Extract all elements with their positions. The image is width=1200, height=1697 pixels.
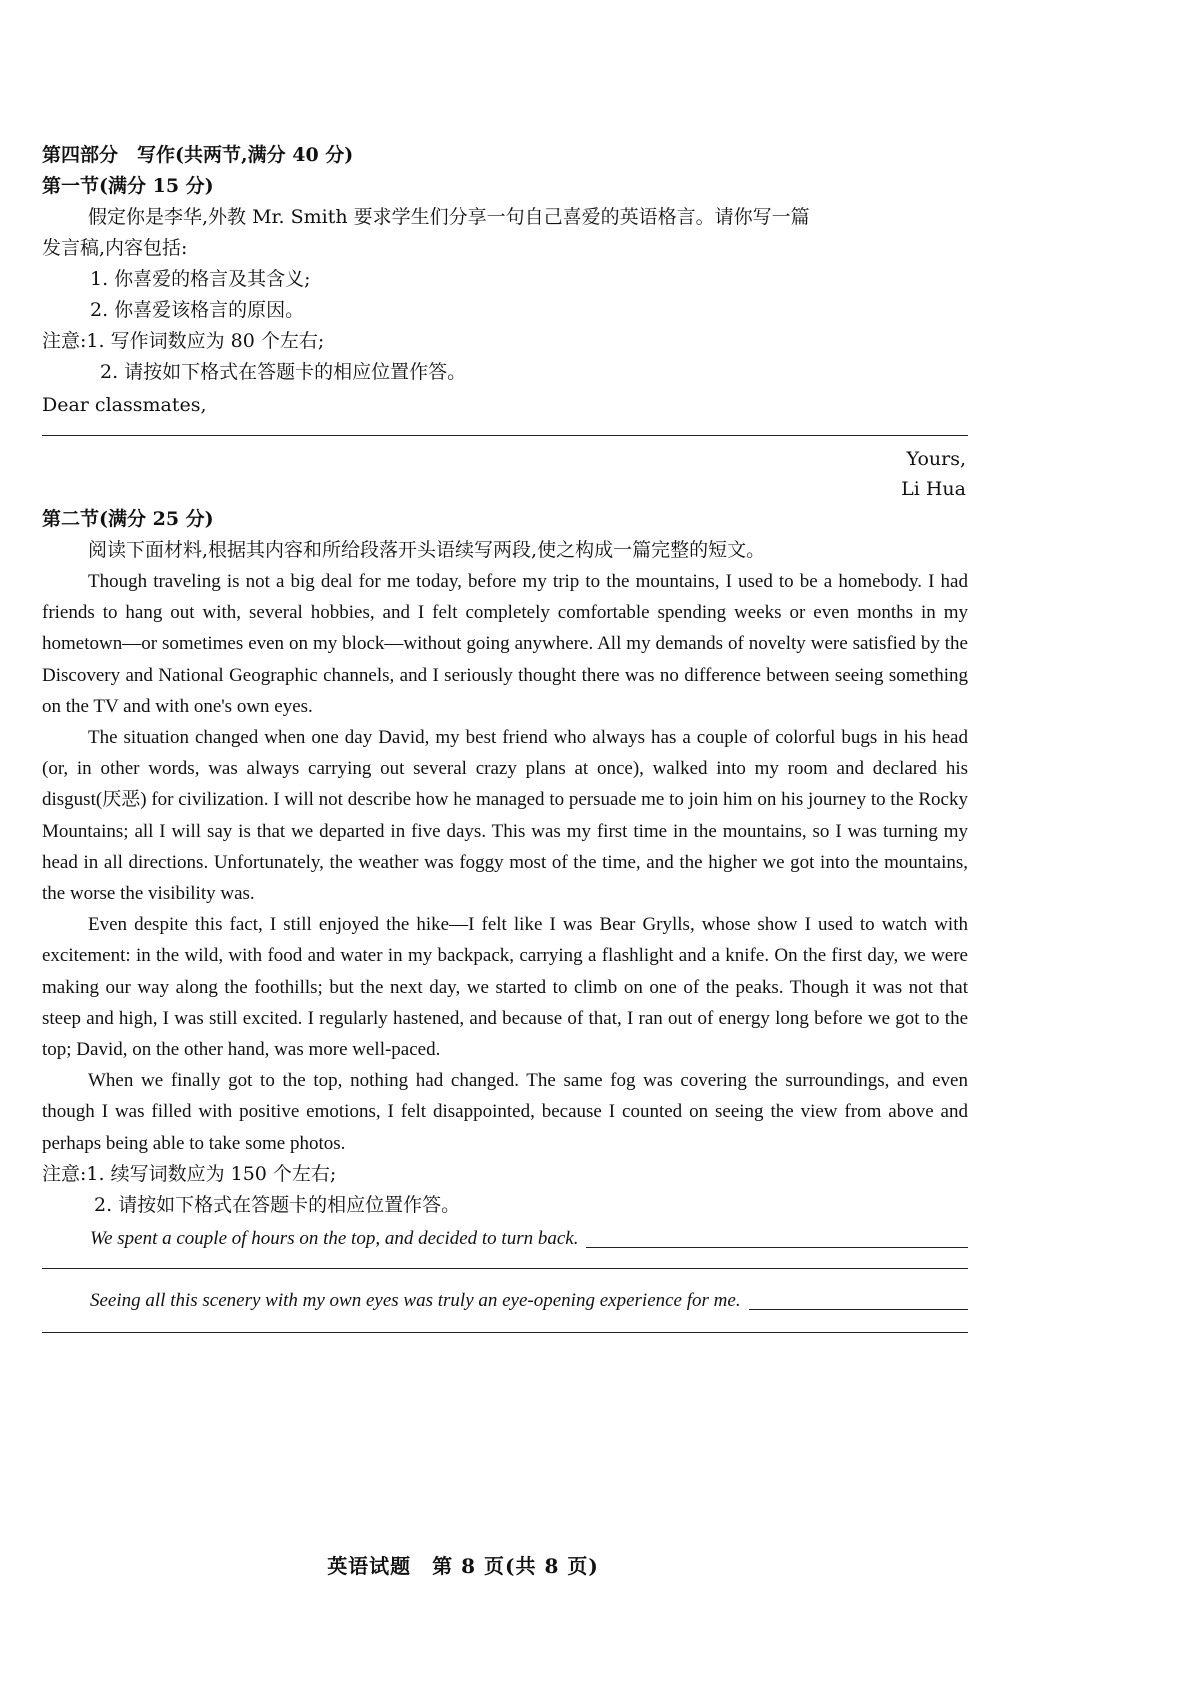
signature: Li Hua bbox=[901, 478, 966, 500]
closing: Yours, bbox=[906, 448, 966, 470]
passage-paragraph-1: Though traveling is not a big deal for me today, before my trip to the mountains, I used to be a homebody. I had friends to hang out with, several hobbies, and I felt completely comfortable spending weeks or even months in my hometown—or sometimes even on my block—without going anywhere. All my demands of novelty were satisfied by the Discovery and National Geographic channels, and I seriously thought there was no difference between seeing something on the TV and with one's own eyes. bbox=[42, 571, 968, 717]
section1-item2: 2. 你喜爱该格言的原因。 bbox=[90, 299, 305, 321]
section2-heading: 第二节(满分 25 分) bbox=[42, 508, 214, 530]
section2-note2: 2. 请按如下格式在答题卡的相应位置作答。 bbox=[94, 1193, 461, 1216]
page-content bbox=[42, 140, 968, 1333]
writing-line bbox=[42, 435, 968, 436]
continuation-starter-1 bbox=[42, 1223, 968, 1254]
starter-2-text: Seeing all this scenery with my own eyes was truly an eye-opening experience for me. bbox=[90, 1289, 741, 1311]
section2-instruction: 阅读下面材料,根据其内容和所给段落开头语续写两段,使之构成一篇完整的短文。 bbox=[88, 539, 766, 561]
salutation: Dear classmates, bbox=[42, 394, 207, 416]
section1-prompt-line1: 假定你是李华,外教 Mr. Smith 要求学生们分享一句自己喜爱的英语格言。请你写一篇 bbox=[88, 206, 810, 228]
passage-paragraph-3: Even despite this fact, I still enjoyed the hike—I felt like I was Bear Grylls, whose show I used to watch with excitement: in the wild, with food and water in my backpack, carrying a flashlight and a knife. On the first day, we were making our way along the foothills; but the next day, we started to climb on one of the peaks. Though it was not that steep and high, I was still excited. I regularly hastened, and because of that, I ran out of energy long before we got to the top; David, on the other hand, was more well-paced. bbox=[42, 914, 968, 1061]
writing-line bbox=[42, 1332, 968, 1333]
passage-paragraph-4: When we finally got to the top, nothing had changed. The same fog was covering the surroundings, and even though I was filled with positive emotions, I felt disappointed, because I counted on seeing the view from above and perhaps being able to take some photos. bbox=[42, 1070, 968, 1154]
section1-note1: 注意:1. 写作词数应为 80 个左右; bbox=[42, 330, 325, 352]
section1-prompt-line2: 发言稿,内容包括: bbox=[42, 237, 188, 259]
section1-item1: 1. 你喜爱的格言及其含义; bbox=[90, 268, 311, 290]
passage-paragraph-2: The situation changed when one day David, my best friend who always has a couple of colorful bugs in his head (or, in other words, was always carrying out several crazy plans at once), walked into my room and declared his disgust(厌恶) for civilization. I will not describe how he managed to persuade me to join him on his journey to the Rocky Mountains; all I will say is that we departed in five days. This was my first time in the mountains, so I was turning my head in all directions. Unfortunately, the weather was foggy most of the time, and the higher we got into the mountains, the worse the visibility was. bbox=[42, 727, 968, 905]
writing-line bbox=[42, 1268, 968, 1269]
starter-1-text: We spent a couple of hours on the top, and decided to turn back. bbox=[90, 1227, 579, 1249]
starter-1-blank bbox=[586, 1246, 968, 1248]
part-heading: 第四部分 写作(共两节,满分 40 分) bbox=[42, 144, 354, 166]
section2-note1: 注意:1. 续写词数应为 150 个左右; bbox=[42, 1162, 337, 1185]
section1-heading: 第一节(满分 15 分) bbox=[42, 175, 214, 197]
starter-2-blank bbox=[749, 1308, 968, 1310]
section1-note2: 2. 请按如下格式在答题卡的相应位置作答。 bbox=[100, 361, 467, 383]
page-footer: 英语试题 第 8 页(共 8 页) bbox=[327, 1554, 599, 1578]
continuation-starter-2 bbox=[42, 1285, 968, 1316]
